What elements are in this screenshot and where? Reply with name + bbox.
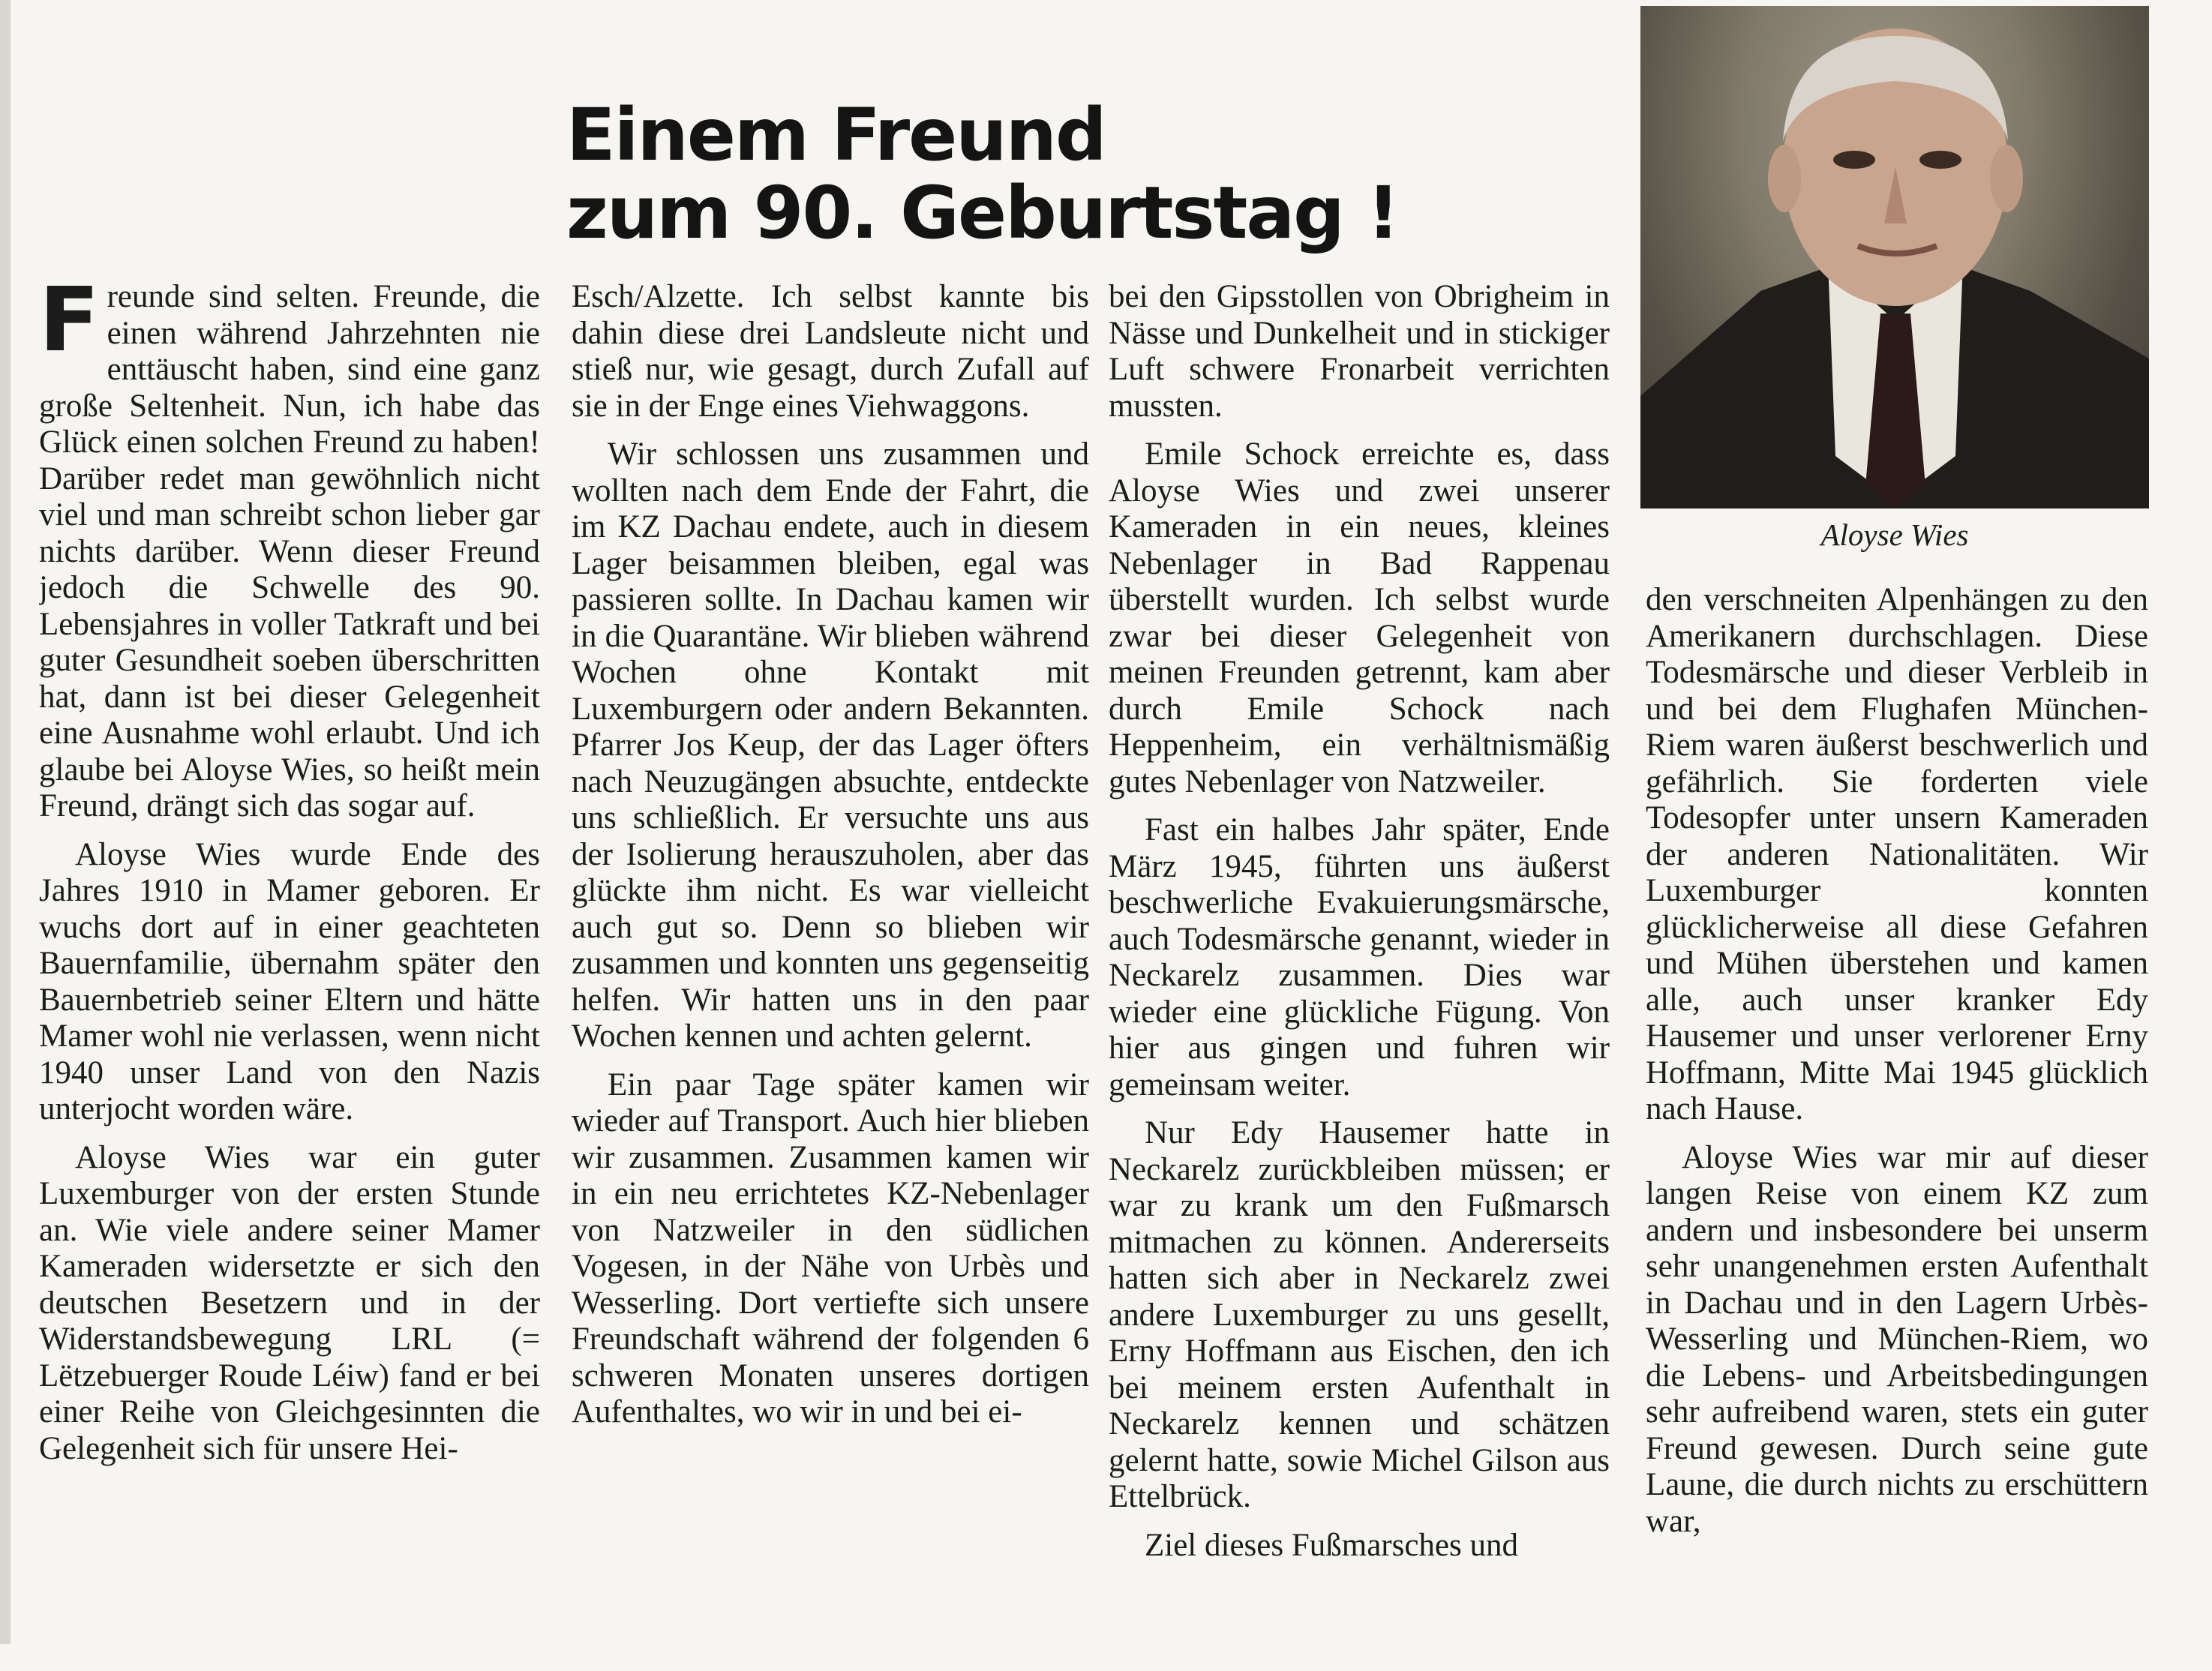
paragraph bbox=[39, 279, 540, 825]
bottom-torn-edge bbox=[0, 1644, 2212, 1671]
paragraph: den verschneiten Alpenhängen zu den Amerikanern durchschlagen. Diese Todesmärsche und dieser Verbleib in und bei dem Flughafen München-Riem waren äußerst beschwerlich und gefährlich. Sie forderten viele Todesopfer unter unsern Kameraden der anderen Nationalitäten. Wir Luxemburger konnten glücklicherweise all diese Gefahren und Mühen überstehen und kamen alle, auch unser kranker Edy Hausemer und unser verlorener Erny Hoffmann, Mitte Mai 1945 glücklich nach Hause. bbox=[1646, 582, 2148, 1126]
paragraph: Aloyse Wies war mir auf dieser langen Reise von einem KZ zum andern und insbesondere bei unserm sehr unangenehmen ersten Aufenthalt in Dachau und in den Lagern Urbès-Wesserling und München-Riem, wo die Lebens- und Arbeitsbedingungen sehr aufreibend waren, stets ein guter Freund gewesen. Durch seine gute Laune, die durch nichts zu erschüttern war, bbox=[1646, 1139, 2148, 1539]
headline bbox=[566, 93, 1466, 255]
article-column-3 bbox=[1109, 279, 1610, 1644]
paragraph: Wir schlossen uns zusammen und wollten nach dem Ende der Fahrt, die im KZ Dachau endete, auch in diesem Lager beisammen bleiben, egal was passieren sollte. In Dachau kamen wir in die Quarantäne. Wir blieben während Wochen ohne Kontakt mit Luxemburgern oder andern Bekannten. Pfarrer Jos Keup, der das Lager öfters nach Neuzugängen absuchte, entdeckte uns schließlich. Er versuchte uns aus der Isolierung herauszuholen, aber das glückte ihm nicht. Es war vielleicht auch gut so. Denn so blieben wir zusammen und konnten uns gegenseitig helfen. Wir hatten uns in den paar Wochen kennen und achten gelernt. bbox=[572, 436, 1089, 1054]
article-column-4 bbox=[1646, 582, 2148, 1644]
paragraph: Emile Schock erreichte es, dass Aloyse Wies und zwei unserer Kameraden in ein neues, kleines Nebenlager in Bad Rappenau überstellt wurden. Ich selbst wurde zwar bei dieser Gelegenheit von meinen Freunden getrennt, kam aber durch Emile Schock nach Heppenheim, ein verhältnismäßig gutes Nebenlager von Natzweiler. bbox=[1109, 436, 1610, 800]
portrait-photo bbox=[1640, 6, 2149, 508]
drop-cap: F bbox=[39, 279, 100, 371]
paragraph: Fast ein halbes Jahr später, Ende März 1945, führten uns äußerst beschwerliche Evakuierungsmärsche, auch Todesmärsche genannt, wieder in Neckarelz zusammen. Dies war wieder eine glückliche Fügung. Von hier aus gingen und fuhren wir gemeinsam weiter. bbox=[1109, 812, 1610, 1102]
paragraph: Ein paar Tage später kamen wir wieder auf Transport. Auch hier blieben wir zusammen. Zusammen kamen wir in ein neu errichtetes KZ-Nebenlager von Natzweiler in den südlichen Vogesen, in der Nähe von Urbès und Wesserling. Dort vertiefte sich unsere Freundschaft während der folgenden 6 schweren Monaten unseres dortigen Aufenthaltes, wo wir in und bei ei- bbox=[572, 1066, 1089, 1430]
paragraph: Esch/Alzette. Ich selbst kannte bis dahin diese drei Landsleute nicht und stieß nur, wie gesagt, durch Zufall auf sie in der Enge eines Viehwaggons. bbox=[572, 279, 1089, 424]
paragraph: bei den Gipsstollen von Obrigheim in Nässe und Dunkelheit und in stickiger Luft schwere Fronarbeit verrichten mussten. bbox=[1109, 279, 1610, 424]
scan-edge bbox=[0, 0, 11, 1671]
paragraph: Ziel dieses Fußmarsches und bbox=[1145, 1527, 1518, 1563]
paragraph: Nur Edy Hausemer hatte in Neckarelz zurückbleiben müssen; er war zu krank um den Fußmarsch mitmachen zu können. Andererseits hatten sich aber in Neckarelz zwei andere Luxemburger zu uns gesellt, Erny Hoffmann aus Eischen, den ich bei meinem ersten Aufenthalt in Neckarelz kennen und schätzen gelernt hatte, sowie Michel Gilson aus Ettelbrück. bbox=[1109, 1115, 1610, 1514]
headline-line-1: Einem Freund bbox=[566, 93, 1106, 177]
paragraph: Aloyse Wies wurde Ende des Jahres 1910 in Mamer geboren. Er wuchs dort auf in einer geachteten Bauernfamilie, übernahm später den Bauernbetrieb seiner Eltern und hätte Mamer wohl nie verlassen, wenn nicht 1940 unser Land von den Nazis unterjocht worden wäre. bbox=[39, 836, 540, 1126]
portrait-illustration bbox=[1640, 6, 2149, 508]
paragraph-text: reunde sind selten. Freunde, die einen während Jahrzehnten nie enttäuscht haben, sind eine ganz große Seltenheit. Nun, ich habe das Glück einen solchen Freund zu haben! Darüber redet man gewöhnlich nicht viel und man schreibt schon lieber gar nichts darüber. Wenn dieser Freund jedoch die Schwelle des 90. Lebensjahres in voller Tatkraft und bei guter Gesundheit soeben überschritten hat, dann ist bei dieser Gelegenheit eine Ausnahme wohl erlaubt. Und ich glaube bei Aloyse Wies, so heißt mein Freund, drängt sich das sogar auf. bbox=[39, 279, 540, 824]
photo-caption: Aloyse Wies bbox=[1820, 518, 1969, 552]
article-column-2 bbox=[572, 279, 1089, 1644]
article-column-1 bbox=[39, 279, 540, 1644]
paragraph: Aloyse Wies war ein guter Luxemburger von der ersten Stunde an. Wie viele andere seiner Mamer Kameraden widersetzte er sich den deutschen Besetzern und in der Widerstandsbewegung LRL (= Lëtzebuerger Roude Léiw) fand er bei einer Reihe von Gleichgesinnten die Gelegenheit sich für unsere Hei- bbox=[39, 1139, 540, 1466]
headline-line-2: zum 90. Geburtstag ! bbox=[566, 171, 1399, 255]
